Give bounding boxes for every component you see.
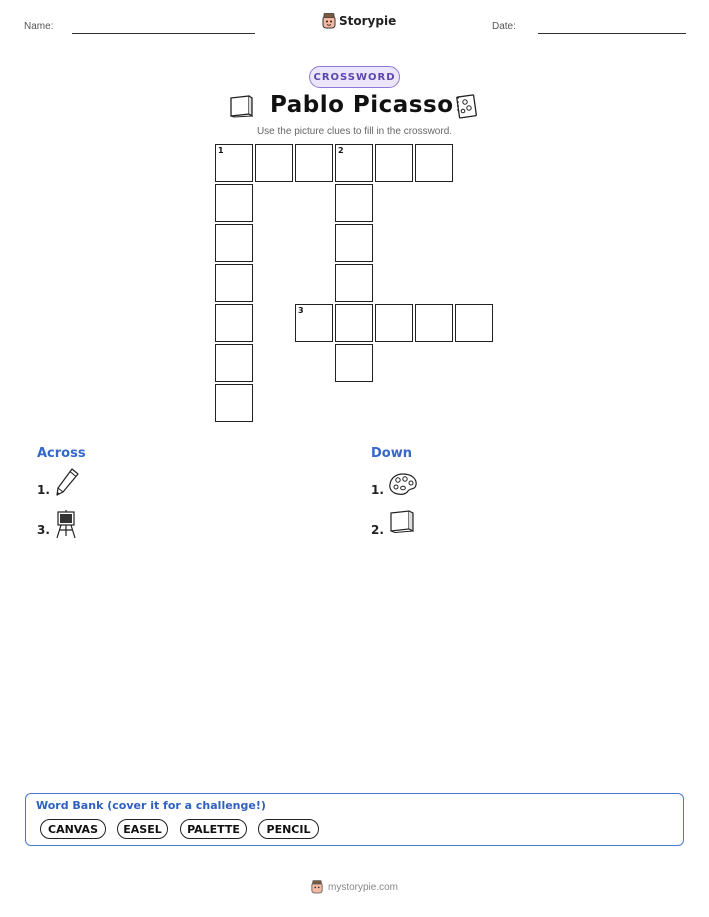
grid-cell[interactable] [455, 304, 493, 342]
name-label: Name: [24, 21, 54, 32]
storypie-mascot-icon [311, 880, 323, 894]
sketchbook-icon [454, 93, 479, 119]
down-clue-number: 1. [371, 483, 384, 497]
grid-cell[interactable] [335, 304, 373, 342]
grid-cell[interactable] [215, 224, 253, 262]
word-chip: PENCIL [258, 819, 319, 839]
grid-cell[interactable] [215, 264, 253, 302]
word-chip: CANVAS [40, 819, 106, 839]
word-chip: PALETTE [180, 819, 247, 839]
grid-cell[interactable] [415, 144, 453, 182]
palette-icon [388, 472, 418, 496]
grid-cell[interactable] [215, 184, 253, 222]
across-clue-number: 3. [37, 523, 50, 537]
grid-cell[interactable] [215, 384, 253, 422]
grid-cell[interactable] [335, 344, 373, 382]
crossword-badge: CROSSWORD [309, 66, 400, 88]
grid-cell[interactable] [335, 184, 373, 222]
footer-site[interactable]: mystorypie.com [327, 881, 398, 893]
word-chip: EASEL [117, 819, 168, 839]
grid-cell[interactable] [335, 144, 373, 182]
grid-cell[interactable] [375, 304, 413, 342]
brand-name: Storypie [339, 14, 397, 28]
canvas-icon [229, 94, 254, 118]
across-heading: Across [37, 446, 86, 461]
grid-cell[interactable] [335, 224, 373, 262]
grid-cell[interactable] [215, 144, 253, 182]
name-line[interactable] [72, 33, 255, 34]
date-line[interactable] [538, 33, 686, 34]
grid-cell[interactable] [215, 344, 253, 382]
date-label: Date: [492, 21, 516, 32]
brand-logo [322, 13, 396, 29]
across-clue-number: 1. [37, 483, 50, 497]
down-heading: Down [371, 446, 412, 461]
grid-cell[interactable] [375, 144, 413, 182]
grid-cell[interactable] [295, 144, 333, 182]
page-title: Pablo Picasso [270, 92, 454, 118]
down-clue-number: 2. [371, 523, 384, 537]
footer [0, 880, 709, 894]
storypie-mascot-icon [322, 13, 336, 29]
grid-cell[interactable] [295, 304, 333, 342]
grid-cell[interactable] [335, 264, 373, 302]
easel-icon [54, 509, 78, 539]
canvas-icon [389, 509, 415, 533]
clue-number: 2 [338, 146, 344, 155]
pencil-icon [54, 467, 80, 497]
grid-cell[interactable] [215, 304, 253, 342]
clue-number: 3 [298, 306, 304, 315]
clue-number: 1 [218, 146, 224, 155]
word-bank-title: Word Bank (cover it for a challenge!) [36, 799, 266, 812]
instructions: Use the picture clues to fill in the crossword. [256, 126, 453, 137]
grid-cell[interactable] [255, 144, 293, 182]
grid-cell[interactable] [415, 304, 453, 342]
